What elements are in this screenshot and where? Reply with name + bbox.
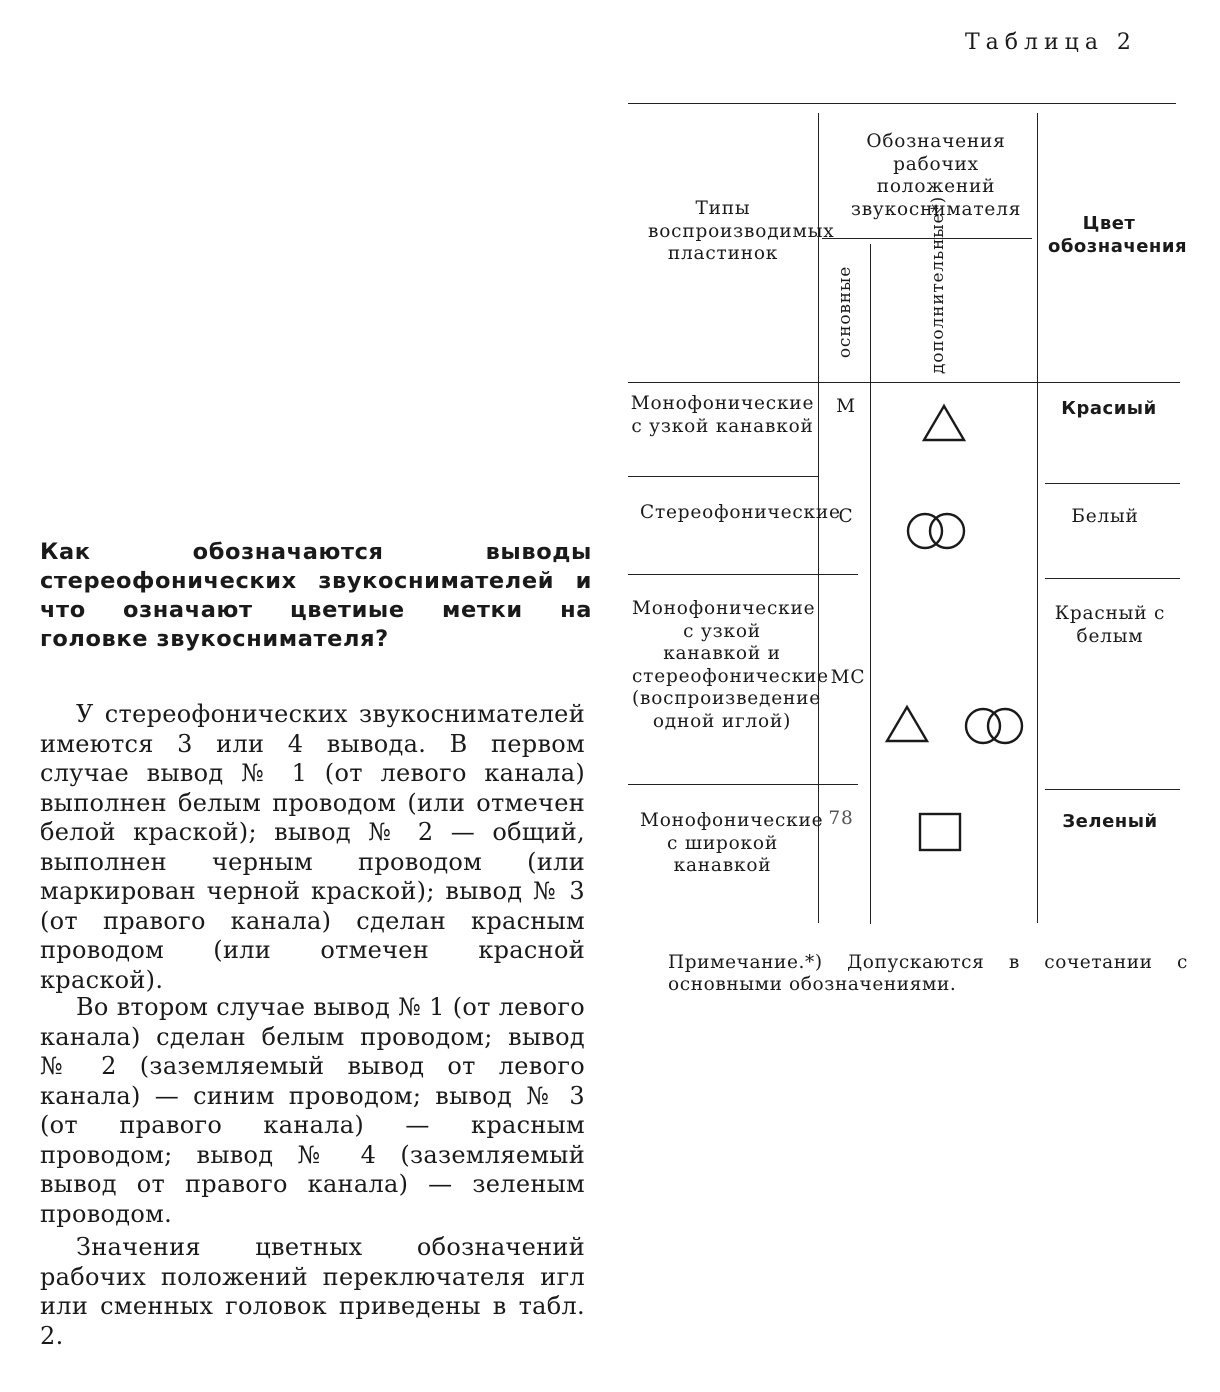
double-circle-icon (904, 510, 970, 552)
row-rule-1 (628, 476, 818, 477)
header-main: основные (835, 265, 855, 359)
row-rule-3 (628, 784, 858, 785)
table-caption: Таблица 2 (965, 30, 1137, 55)
row-4-main: 78 (828, 808, 854, 829)
header-color: Цвет обозначения (1048, 213, 1188, 257)
row-2-main: С (838, 506, 854, 527)
row-2-type: Стереофонические (640, 502, 841, 523)
table-top-rule (628, 103, 1176, 104)
square-icon (917, 811, 963, 853)
row-4-color: Зеленый (1062, 811, 1158, 832)
col-rule-extra (1037, 113, 1038, 923)
header-extra: дополнительные*) (928, 195, 948, 374)
row-3-main: МС (830, 667, 866, 688)
row-rule-3-color (1045, 789, 1180, 790)
header-rule (628, 382, 1180, 383)
row-3-color: Красный с белым (1054, 603, 1166, 647)
row-rule-2-color (1045, 578, 1180, 579)
question-heading: Как обозначаются выводы стереофонических звукоснимателей и что означают цветиые метки на головке звукоснимателя? (40, 539, 592, 652)
triangle-icon (884, 704, 930, 744)
header-types: Типы воспроизводимых пластинок (648, 198, 835, 264)
row-rule-2 (628, 574, 858, 575)
table-note: Примечание.*) Допускаются в сочетании с основными обозначениями. (668, 952, 1188, 995)
double-circle-icon (962, 705, 1028, 747)
subheader-rule (822, 238, 1032, 239)
col-rule-main (870, 244, 871, 924)
row-1-main: М (836, 396, 856, 417)
triangle-icon (921, 403, 967, 443)
row-2-color: Белый (1071, 506, 1139, 527)
row-rule-1-color (1045, 483, 1180, 484)
row-1-type: Монофонические с узкой канавкой (630, 393, 815, 437)
answer-paragraph-2: Во втором случае вывод № 1 (от левого канала) сделан белым проводом; вывод № 2 (заземляемый вывод от левого канала) — синим проводом; вывод № 3 (от правого канала) — красным проводом; вывод № 4 (заземляемый вывод от правого канала) — зеленым проводом. (40, 993, 585, 1228)
answer-paragraph-1: У стереофонических звукоснимателей имеются 3 или 4 вывода. В первом случае вывод № 1 (от левого канала) выполнен белым проводом (или отмечен белой краской); вывод № 2 — общий, выполнен черным проводом (или маркирован черной краской); вывод № 3 (от правого канала) сделан красным проводом (или отмечен красной краской). (40, 700, 585, 994)
row-3-type: Монофонические с узкой канавкой и стереофонические (воспроизведение одной иглой) (632, 598, 829, 732)
row-4-type: Монофонические с широкой канавкой (640, 810, 824, 876)
header-designations: Обозначения рабочих положений звукоснимателя (850, 131, 1022, 220)
row-1-color: Красиый (1061, 398, 1157, 419)
answer-paragraph-3: Значения цветных обозначений рабочих положений переключателя игл или сменных головок приведены в табл. 2. (40, 1233, 585, 1350)
